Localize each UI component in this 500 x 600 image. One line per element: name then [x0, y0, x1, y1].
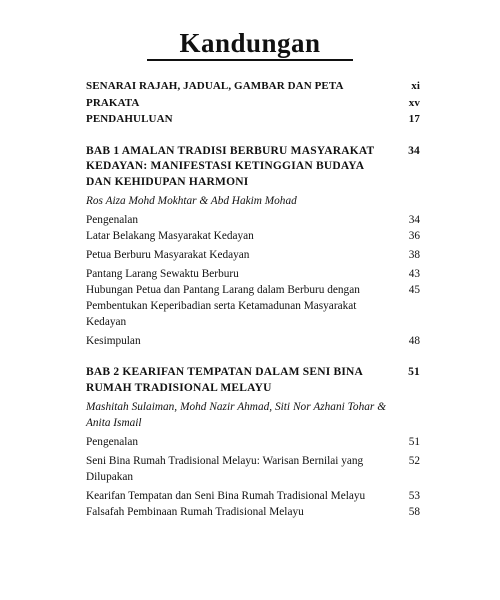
spacer [86, 349, 420, 365]
section-label: Petua Berburu Masyarakat Kedayan [86, 249, 250, 261]
section-page: 52 [408, 455, 420, 467]
section-page: 43 [408, 268, 420, 280]
section-label: Pengenalan [86, 214, 139, 226]
toc-entry-front-matter[interactable] [86, 95, 420, 112]
toc-section-entry[interactable] [86, 212, 420, 228]
chapter-page: 51 [408, 366, 420, 378]
section-label: Pengenalan [86, 436, 139, 448]
section-page: 48 [408, 335, 420, 347]
section-page: 38 [408, 249, 420, 261]
chapter-authors [86, 399, 420, 431]
toc-section-entry[interactable] [86, 504, 420, 520]
section-page: 58 [408, 506, 420, 518]
section-page: 51 [408, 436, 420, 448]
title-container [0, 28, 500, 61]
toc-entry-label: SENARAI RAJAH, JADUAL, GAMBAR DAN PETA [86, 80, 344, 92]
toc-entry-page: xv [408, 96, 420, 109]
toc-section-entry[interactable] [86, 488, 420, 504]
section-label: Kearifan Tempatan dan Seni Bina Rumah Tradisional Melayu [86, 490, 366, 502]
toc-entry-label: PENDAHULUAN [86, 113, 173, 125]
toc-section-entry[interactable] [86, 266, 420, 282]
toc-entry-page: xi [411, 80, 420, 92]
table-of-contents [86, 78, 420, 520]
toc-entry-front-matter[interactable] [86, 78, 420, 95]
toc-entry-front-matter[interactable] [86, 111, 420, 128]
toc-entry-label: PRAKATA [86, 96, 140, 109]
chapter-page: 34 [408, 144, 420, 157]
chapter-title: BAB 2 KEARIFAN TEMPATAN DALAM SENI BINA RUMAH TRADISIONAL MELAYU [86, 366, 363, 394]
toc-section-entry[interactable] [86, 228, 420, 244]
chapter-title: BAB 1 AMALAN TRADISI BERBURU MASYARAKAT KEDAYAN: MANIFESTASI KETINGGIAN BUDAYA DAN KEHIDUPAN HARMONI [86, 144, 375, 188]
toc-section-entry[interactable] [86, 434, 420, 450]
toc-section-entry[interactable] [86, 453, 420, 485]
toc-section-entry[interactable] [86, 333, 420, 349]
section-label: Seni Bina Rumah Tradisional Melayu: Warisan Bernilai yang Dilupakan [86, 455, 364, 483]
section-label: Falsafah Pembinaan Rumah Tradisional Melayu [86, 506, 304, 518]
section-label: Kesimpulan [86, 335, 141, 347]
section-page: 34 [408, 214, 420, 226]
chapter-heading[interactable] [86, 365, 420, 396]
chapter-authors [86, 193, 420, 209]
authors-text: Mashitah Sulaiman, Mohd Nazir Ahmad, Siti Nor Azhani Tohar & Anita Ismail [86, 401, 386, 429]
toc-entry-page: 17 [408, 113, 420, 125]
section-page: 36 [408, 230, 420, 242]
authors-text: Ros Aiza Mohd Mokhtar & Abd Hakim Mohad [86, 195, 297, 207]
section-page: 53 [408, 490, 420, 502]
section-label: Latar Belakang Masyarakat Kedayan [86, 230, 254, 242]
spacer [86, 128, 420, 144]
section-page: 45 [408, 284, 420, 296]
page-title: Kandungan [147, 28, 352, 61]
section-label: Hubungan Petua dan Pantang Larang dalam Berburu dengan Pembentukan Keperibadian serta Ketamadunan Masyarakat Kedayan [86, 284, 360, 328]
section-label: Pantang Larang Sewaktu Berburu [86, 268, 239, 280]
toc-section-entry[interactable] [86, 247, 420, 263]
chapter-heading[interactable] [86, 144, 420, 191]
toc-section-entry[interactable] [86, 282, 420, 330]
